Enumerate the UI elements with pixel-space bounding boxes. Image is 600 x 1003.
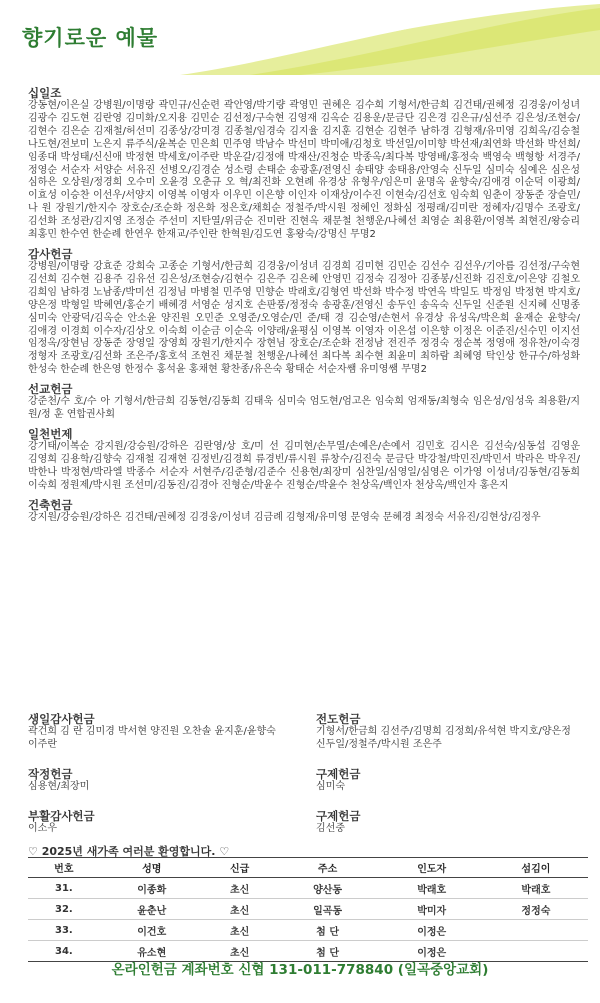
section-title: 생일감사헌금 <box>28 712 95 726</box>
section-names: 강병원/이명랑 강효준 강희숙 고종순 기형서/한금희 김경웅/이성녀 김경희 김미현 김민순 김선수 김선우/기아름 김선정/구숙현 김선희 김수현 김용주 김유선 김은성/조현승/김현수 김은주 김은혜 안영민 김정숙 김정아 김종봉/신진화 김진호/이은양 김철오 김희임 남하경 노남종/박미선 김정님 마병철 민주영 민향순 박래호/김형연 박선화 박수정 박연옥 박일도 박정임 박정현 박지호/양은정 박형일 박혜연/홍순기 배혜경 서영순 성지호 손판풍/정정숙 송광훈/전영신 송두인 송옥숙 신두일 신준원 신지혜 신명종 심미숙 안광덕/김옥순 안소윤 양진원 오민준 오영준/오영순/민 준/태 경 김순영/손현서 유경상 유성옥/박은희 윤재순 윤향숙/김애경 이경희 이수자/김상오 이숙희 이순금 이순옥 이양래/윤평심 이영복 이영자 이은섭 이은향 이정은 이준진/신수민 이지선 임정옥/장현님 장동준 장영일 장영희 장원기/한지수 장현님 장호순/조순화 전정남 전진주 정경숙 정순복 정영애 정유찬/이숙경 정형자 조광호/김선화 조은주/홍호석 조현진 채문철 천행운/나혜선 최다복 최수현 최윤미 최하람 최혜영 탁인상 한규수/하성화 한성숙 한순례 한은영 한정수 홍석윤 홍채현 황찬종/유은숙 황태순 서순자쌤 유미영쌤 무명2 <box>28 260 580 376</box>
column-header: 성명 <box>100 858 204 878</box>
section-title: 부활감사헌금 <box>28 808 95 823</box>
section-names: 곽건희 김 란 김미경 박서현 양진원 오찬솔 윤지훈/윤향숙 이주란 <box>28 726 276 750</box>
column-header: 섬김이 <box>484 858 588 878</box>
right-column <box>316 712 586 841</box>
table-cell: 첨 단 <box>276 941 380 962</box>
newcomers-heading: ♡ 2025년 새가족 여러분 환영합니다. ♡ <box>28 845 230 858</box>
section-names: 김선중 <box>316 822 345 834</box>
table-cell: 이정은 <box>380 920 484 941</box>
column-header: 신급 <box>204 858 276 878</box>
section-title: 구제헌금 <box>316 766 361 781</box>
online-offering-account: 온라인헌금 계좌번호 신협 131-011-778840 (일곡중앙교회) <box>111 962 489 978</box>
table-cell: 32. <box>28 899 100 920</box>
table-row <box>28 878 588 899</box>
section-names: 강지원/강승원/강하은 김건태/권혜정 김경웅/이성녀 김금례 김형재/유미영 문영숙 문혜경 최정숙 서유진/김현상/김정우 <box>28 511 541 523</box>
table-cell: 일곡동 <box>276 899 380 920</box>
table-cell: 초신 <box>204 920 276 941</box>
section-title: 작정헌금 <box>28 766 73 781</box>
section-names: 기형서/한금희 김선주/김명희 김정희/유석현 박지호/양은정 신두일/정철주/박시원 조은주 <box>316 726 571 750</box>
table-cell: 유소현 <box>100 941 204 962</box>
section-names: 강기태/이복순 강지원/강승원/강하은 김란영/상 호/미 선 김미현/손무열/손예은/손예서 김민호 김시은 김선숙/심동섭 김영운 김영희 김용학/김향숙 김재철 김재현 김정빈/김경희 류경빈/류시원 류창수/김진숙 문금단 박강철/박민진/박민서 박라은 박우진/박한나 박정현/박라엘 박종수 서순자 서현주/김준형/김준수 신용현/최장미 심찬일/심영일/심영은 이가영 이성녀/김동현/김동희 이숙희 정원제/박시원 조선미/김동진/김경아 진형순/박윤수 진형순/박윤수 천상옥/백인자 천상옥/백인자 홍은지 <box>28 440 580 491</box>
table-cell: 초신 <box>204 899 276 920</box>
section-title: 구제헌금 <box>316 808 361 823</box>
section-names: 강동현/이은실 강병원/이명랑 곽민규/신순련 곽안영/박기량 곽영민 권혜은 김수희 기형서/한금희 김건태/권혜정 김경웅/이성녀 김광수 김도현 김란영 김미화/오지용 김민순 김선정/구숙현 김영재 김옥순 김용운/문금단 김은경 김은규/심선주 김은성/조현승/김현수 김은순 김재철/허선미 김종상/강미경 김종철/임경숙 김지율 김지훈 김현순 김현주 남하경 김형재/유미영 김희옥/김승철 나도현/전보미 노은지 류주식/윤복순 민은희 민주영 박남수 박선미 박미애/김청호 박선일/이미향 박선재/최연화 박선화 박선희/임종대 박성태/신신애 박정현 박세호/이주란 박운갈/김정애 박재산/진청순 박종옥/최다복 방영배/홍정숙 백영숙 백형항 서경주/정영순 서순자 서양순 서유진 선병오/김경순 성소령 손태순 송광훈/전영신 송태양 송태용/안영숙 신두일 심미숙 심예은 심은성 심하은 오상원/정경희 오수미 오윤경 오춘규 오 혁/최진화 오현례 유경상 유형우/임은미 윤명옥 윤향숙/김애경 이순덕 이광희/이효성 이승찬 이선우/서양지 이영복 이영자 이우민 이은향 이인자 이재상/이수진 이현숙/김선호 임숙희 임춘이 장동준 장슬민/나 원 장원기/한지수 장호순/조순화 정은화 정은호/채희순 정철주/박시원 정혜인 정화심 정평래/김미란 정혜자/김명수 조광호/김선화 조성관/김지영 조정순 주선미 지탄열/위금순 진미란 진현옥 채문철 천행운/나혜선 최영순 최용환/이영복 최현진/왕승리 최홍민 한수연 한순례 한연우 한재교/주인란 한혁원/김도연 홍왕숙/강명신 무명2 <box>28 100 580 241</box>
table-cell: 33. <box>28 920 100 941</box>
table-cell: 이건호 <box>100 920 204 941</box>
main-sections <box>28 86 580 529</box>
table-cell: 양산동 <box>276 878 380 899</box>
table-cell: 박래호 <box>380 878 484 899</box>
section-tithe <box>28 86 580 242</box>
table-cell: 초신 <box>204 941 276 962</box>
section-thousand-offerings <box>28 427 580 493</box>
section-names: 심용현/최장미 <box>28 780 90 792</box>
left-column <box>28 712 298 841</box>
table-cell: 이정은 <box>380 941 484 962</box>
section-names: 심미숙 <box>316 780 345 792</box>
table-row <box>28 920 588 941</box>
section-title: 전도헌금 <box>316 712 361 726</box>
column-header: 인도자 <box>380 858 484 878</box>
table-cell: 첨 단 <box>276 920 380 941</box>
section-names: 이소우 <box>28 822 57 834</box>
header-banner <box>0 0 600 75</box>
table-cell: 박미자 <box>380 899 484 920</box>
table-cell: 초신 <box>204 878 276 899</box>
table-header-row <box>28 858 588 878</box>
column-header: 주소 <box>276 858 380 878</box>
table-cell: 31. <box>28 878 100 899</box>
page-title: 향기로운 예물 <box>22 26 159 50</box>
table-cell: 박래호 <box>484 878 588 899</box>
table-cell <box>484 920 588 941</box>
table-cell: 34. <box>28 941 100 962</box>
section-title: 일천번제 <box>28 426 73 441</box>
table-row <box>28 899 588 920</box>
table-cell: 이종화 <box>100 878 204 899</box>
newcomers-table <box>28 857 588 962</box>
section-thanks <box>28 247 580 377</box>
section-names: 강준천/수 호/수 아 기형서/한금희 김동현/김동희 김태욱 심미숙 엄도현/엄고은 임숙희 엄재동/최형숙 임은성/임성욱 최용환/지 원/정 훈 연합권사회 <box>28 396 580 421</box>
section-building <box>28 498 580 525</box>
table-cell: 정정숙 <box>484 899 588 920</box>
section-title: 십일조 <box>28 86 62 100</box>
section-title: 건축헌금 <box>28 497 73 512</box>
section-title: 감사헌금 <box>28 246 73 261</box>
table-cell: 윤춘난 <box>100 899 204 920</box>
column-header: 번호 <box>28 858 100 878</box>
section-title: 선교헌금 <box>28 382 73 397</box>
section-mission <box>28 382 580 422</box>
